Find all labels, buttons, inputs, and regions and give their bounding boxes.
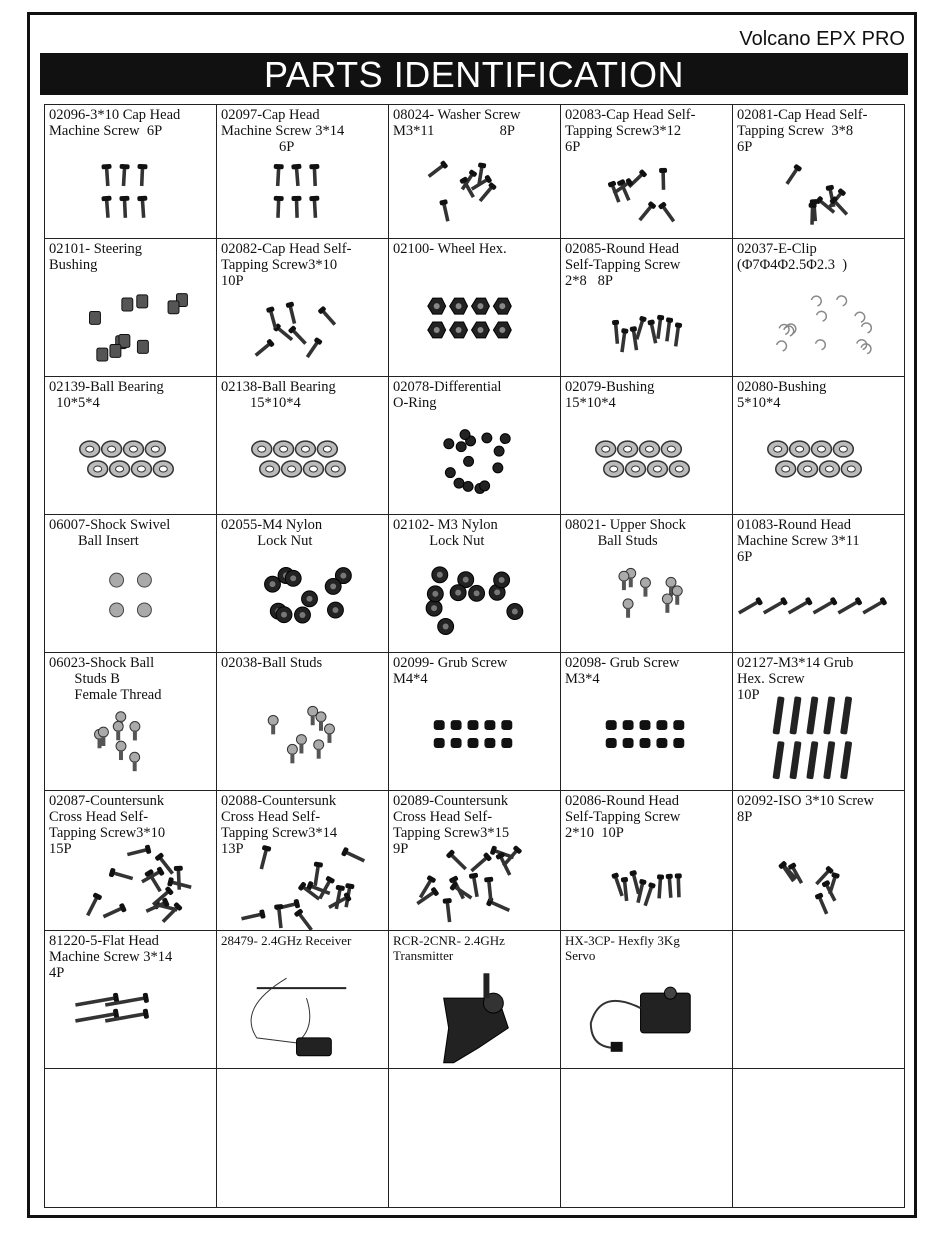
- countersunk-screws-icon: [217, 830, 388, 930]
- part-label: 81220-5-Flat Head Machine Screw 3*14 4P: [49, 933, 173, 981]
- lock-nuts-icon: [389, 552, 560, 652]
- part-label: 02089-Countersunk Cross Head Self- Tapping Screw3*15 9P: [393, 793, 510, 857]
- part-label: 02081-Cap Head Self- Tapping Screw 3*8 6P: [737, 107, 868, 155]
- part-label: 02037-E-Clip (Φ7Φ4Φ2.5Φ2.3 ): [737, 241, 848, 273]
- flat-head-screws-icon: [45, 968, 216, 1068]
- part-label: 06023-Shock Ball Studs B Female Thread: [49, 655, 162, 703]
- model-name: Volcano EPX PRO: [739, 28, 905, 50]
- part-cell: [389, 239, 561, 377]
- part-label: 02080-Bushing 5*10*4: [737, 379, 827, 411]
- part-cell: [733, 515, 905, 653]
- ball-studs-icon: [217, 690, 388, 790]
- part-label: 06007-Shock Swivel Ball Insert: [49, 517, 171, 549]
- part-cell: [561, 105, 733, 239]
- part-label: 02078-Differential O-Ring: [393, 379, 502, 411]
- part-label: 02097-Cap Head Machine Screw 3*14 6P: [221, 107, 345, 155]
- part-cell: [217, 791, 389, 931]
- part-cell: [389, 791, 561, 931]
- tapping-screws-icon: [733, 138, 904, 238]
- part-label: 02092-ISO 3*10 Screw 8P: [737, 793, 874, 825]
- countersunk-screws-icon: [45, 830, 216, 930]
- part-cell: [217, 653, 389, 791]
- part-cell: [45, 105, 217, 239]
- table-row: [45, 653, 905, 791]
- part-cell: [733, 653, 905, 791]
- part-label: 01083-Round Head Machine Screw 3*11 6P: [737, 517, 860, 565]
- ball-inserts-icon: [45, 552, 216, 652]
- washer-screws-icon: [389, 138, 560, 238]
- transmitter-icon: [389, 968, 560, 1068]
- part-cell: [45, 377, 217, 515]
- part-label: 02099- Grub Screw M4*4: [393, 655, 508, 687]
- part-label: 02083-Cap Head Self- Tapping Screw3*12 6P: [565, 107, 696, 155]
- part-cell: [217, 931, 389, 1069]
- ball-bearings-icon: [217, 414, 388, 514]
- part-cell: [217, 105, 389, 239]
- parts-table: [44, 104, 905, 1208]
- part-label: 02038-Ball Studs: [221, 655, 323, 671]
- part-label: 02082-Cap Head Self- Tapping Screw3*10 10P: [221, 241, 352, 289]
- table-row: [45, 239, 905, 377]
- part-cell: [45, 791, 217, 931]
- part-label: 02085-Round Head Self-Tapping Screw 2*8 8P: [565, 241, 681, 289]
- bushings-icon: [45, 276, 216, 376]
- part-cell: [45, 515, 217, 653]
- part-cell: [389, 105, 561, 239]
- o-rings-icon: [389, 414, 560, 514]
- part-cell: [389, 377, 561, 515]
- part-cell: [561, 377, 733, 515]
- part-cell: [389, 653, 561, 791]
- part-cell: [217, 515, 389, 653]
- table-row: [45, 931, 905, 1069]
- part-label: 02087-Countersunk Cross Head Self- Tapping Screw3*10 15P: [49, 793, 166, 857]
- part-cell: [217, 377, 389, 515]
- tapping-screws-icon: [561, 138, 732, 238]
- round-screws-icon: [561, 830, 732, 930]
- ball-bearings-icon: [45, 414, 216, 514]
- table-row: [45, 1069, 905, 1208]
- part-cell: [389, 515, 561, 653]
- grub-screws-icon: [389, 690, 560, 790]
- cap-screws-icon: [45, 138, 216, 238]
- wheel-hex-icon: [389, 276, 560, 376]
- part-label: 02127-M3*14 Grub Hex. Screw 10P: [737, 655, 854, 703]
- part-label: 28479- 2.4GHz Receiver: [221, 933, 352, 948]
- part-label: 02088-Countersunk Cross Head Self- Tapping Screw3*14 13P: [221, 793, 338, 857]
- grub-screws-icon: [561, 690, 732, 790]
- part-label: 02096-3*10 Cap Head Machine Screw 6P: [49, 107, 181, 139]
- part-label: 08024- Washer Screw M3*11 8P: [393, 107, 521, 139]
- empty-part-cell: [45, 1069, 217, 1208]
- part-cell: [45, 239, 217, 377]
- part-label: 02055-M4 Nylon Lock Nut: [221, 517, 323, 549]
- empty-part-cell: [733, 1069, 905, 1208]
- part-cell: [561, 239, 733, 377]
- lock-nuts-icon: [217, 552, 388, 652]
- bushings-flat-icon: [561, 414, 732, 514]
- empty-part-cell: [389, 1069, 561, 1208]
- part-cell: [45, 931, 217, 1069]
- table-row: [45, 791, 905, 931]
- empty-part-cell: [733, 931, 905, 1069]
- part-label: 02079-Bushing 15*10*4: [565, 379, 655, 411]
- part-cell: [733, 377, 905, 515]
- part-label: 02100- Wheel Hex.: [393, 241, 507, 257]
- part-cell: [45, 653, 217, 791]
- part-cell: [217, 239, 389, 377]
- empty-part-cell: [561, 1069, 733, 1208]
- iso-screws-icon: [733, 830, 904, 930]
- part-label: RCR-2CNR- 2.4GHz Transmitter: [393, 933, 505, 963]
- tapping-screws-icon: [217, 276, 388, 376]
- part-cell: [561, 515, 733, 653]
- e-clips-icon: [733, 276, 904, 376]
- table-row: [45, 515, 905, 653]
- cap-screws-icon: [217, 138, 388, 238]
- receiver-icon: [217, 968, 388, 1068]
- ball-studs-icon: [45, 690, 216, 790]
- bushings-flat-icon: [733, 414, 904, 514]
- long-grub-screws-icon: [733, 690, 904, 790]
- part-label: 08021- Upper Shock Ball Studs: [565, 517, 686, 549]
- part-cell: [561, 653, 733, 791]
- part-cell: [733, 239, 905, 377]
- part-cell: [389, 931, 561, 1069]
- table-row: [45, 377, 905, 515]
- part-label: 02102- M3 Nylon Lock Nut: [393, 517, 498, 549]
- part-label: 02101- Steering Bushing: [49, 241, 143, 273]
- part-label: 02086-Round Head Self-Tapping Screw 2*10 10P: [565, 793, 681, 841]
- round-screws-icon: [561, 276, 732, 376]
- machine-screws-icon: [733, 552, 904, 652]
- countersunk-screws-icon: [389, 830, 560, 930]
- part-label: HX-3CP- Hexfly 3Kg Servo: [565, 933, 680, 963]
- part-cell: [561, 791, 733, 931]
- servo-icon: [561, 968, 732, 1068]
- page-title: PARTS IDENTIFICATION: [40, 53, 908, 95]
- empty-part-cell: [217, 1069, 389, 1208]
- ball-studs-icon: [561, 552, 732, 652]
- part-label: 02139-Ball Bearing 10*5*4: [49, 379, 164, 411]
- part-cell: [733, 105, 905, 239]
- part-cell: [733, 791, 905, 931]
- part-label: 02138-Ball Bearing 15*10*4: [221, 379, 336, 411]
- table-row: [45, 105, 905, 239]
- part-cell: [561, 931, 733, 1069]
- part-label: 02098- Grub Screw M3*4: [565, 655, 680, 687]
